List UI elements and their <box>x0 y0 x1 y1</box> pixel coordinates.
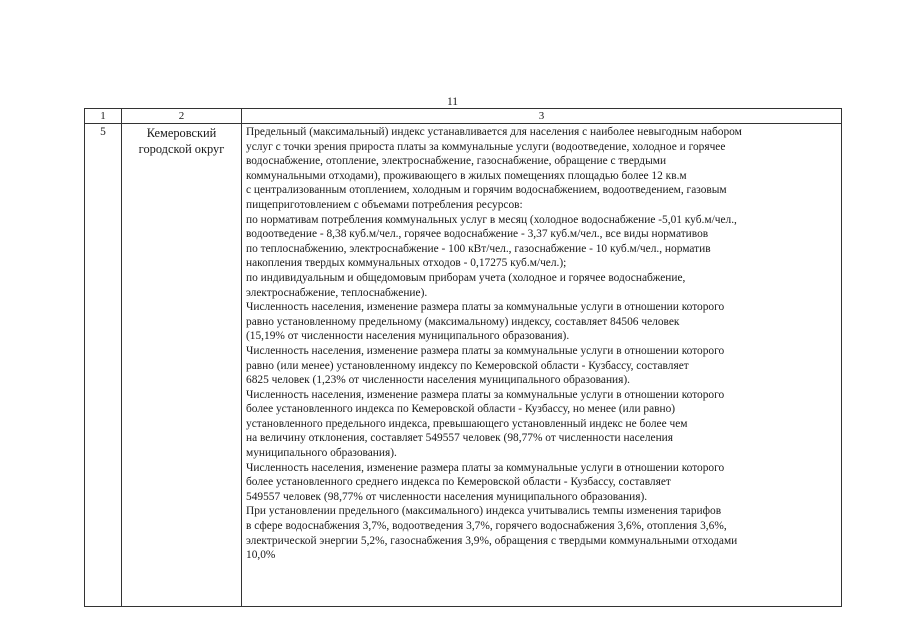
description-line: При установлении предельного (максимального) индекса учитывались темпы изменения тарифов <box>246 505 722 518</box>
region-name-cell <box>122 124 242 607</box>
municipal-index-table <box>84 108 842 607</box>
table-header-row <box>85 109 842 124</box>
description-line: равно (или менее) установленному индексу по Кемеровской области - Кузбассу, составляет <box>246 359 689 372</box>
description-line: в сфере водоснабжения 3,7%, водоотведения 3,7%, горячего водоснабжения 3,6%, отопления 3,6%, <box>246 520 727 533</box>
description-line: электрической энергии 5,2%, газоснабжения 3,9%, обращения с твердыми коммунальными отходами <box>246 534 738 547</box>
description-line: Численность населения, изменение размера платы за коммунальные услуги в отношении которого <box>246 461 725 474</box>
description-line: с централизованным отоплением, холодным и горячим водоснабжением, водоотведением, газовым <box>246 184 727 197</box>
description-line: на величину отклонения, составляет 549557 человек (98,77% от численности населения <box>246 432 674 445</box>
description-line: равно установленному предельному (максимальному) индексу, составляет 84506 человек <box>246 315 680 328</box>
description-line: 549557 человек (98,77% от численности населения муниципального образования). <box>246 490 648 503</box>
description-line: услуг с точки зрения прироста платы за коммунальные услуги (водоотведение, холодное и горячее <box>246 140 726 153</box>
description-line: более установленного среднего индекса по Кемеровской области - Кузбассу, составляет <box>246 476 671 489</box>
description-line: электроснабжение, теплоснабжение). <box>246 286 428 299</box>
region-name-line: Кемеровский <box>146 126 217 140</box>
region-name-line: городской округ <box>138 142 225 156</box>
description-line: водоотведение - 8,38 куб.м/чел., горячее водоснабжение - 3,37 куб.м/чел., все виды нормативов <box>246 228 709 241</box>
row-number-cell: 5 <box>85 124 122 607</box>
description-line: муниципального образования). <box>246 447 397 460</box>
description-line: Численность населения, изменение размера платы за коммунальные услуги в отношении которого <box>246 388 725 401</box>
description-line: Численность населения, изменение размера платы за коммунальные услуги в отношении которого <box>246 344 725 357</box>
description-line: 10,0% <box>246 549 276 562</box>
description-line: (15,19% от численности населения муниципального образования). <box>246 330 570 343</box>
description-line: накопления твердых коммунальных отходов - 0,17275 куб.м/чел.); <box>246 257 567 270</box>
description-line: коммунальными отходами), проживающего в жилых помещениях площадью более 12 кв.м <box>246 169 687 182</box>
header-cell-1: 1 <box>85 109 122 124</box>
description-line: по нормативам потребления коммунальных услуг в месяц (холодное водоснабжение -5,01 куб.м/чел., <box>246 213 737 226</box>
index-description-cell <box>242 124 842 607</box>
description-line: по теплоснабжению, электроснабжение - 100 кВт/чел., газоснабжение - 10 куб.м/чел., норматив <box>246 242 711 255</box>
description-line: установленного предельного индекса, превышающего установленный индекс не более чем <box>246 417 688 430</box>
description-line: Предельный (максимальный) индекс устанавливается для населения с наиболее невыгодным набором <box>246 126 742 138</box>
table-row <box>85 124 842 607</box>
description-line: более установленного индекса по Кемеровской области - Кузбассу, но менее (или равно) <box>246 403 676 416</box>
header-cell-2: 2 <box>122 109 242 124</box>
page-number: 11 <box>446 96 459 108</box>
header-cell-3: 3 <box>242 109 842 124</box>
description-line: водоснабжение, отопление, электроснабжение, газоснабжение, обращение с твердыми <box>246 155 667 168</box>
description-line: по индивидуальным и общедомовым приборам учета (холодное и горячее водоснабжение, <box>246 271 686 284</box>
description-line: 6825 человек (1,23% от численности населения муниципального образования). <box>246 374 631 387</box>
description-line: пищеприготовлением с объемами потребления ресурсов: <box>246 198 523 211</box>
description-line: Численность населения, изменение размера платы за коммунальные услуги в отношении которого <box>246 301 725 314</box>
